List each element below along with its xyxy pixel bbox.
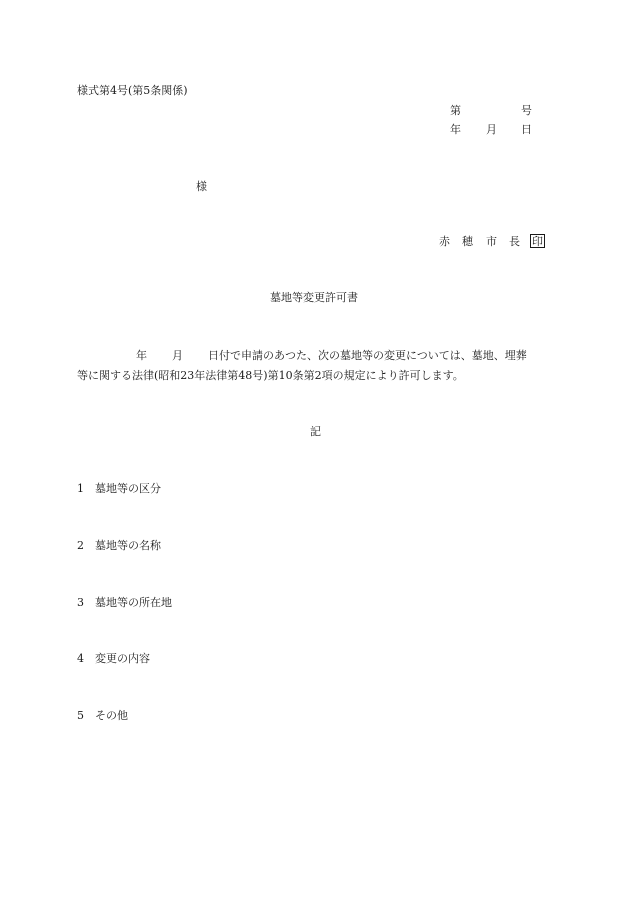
seal-stamp [528,234,545,248]
list-item [77,597,172,608]
body-year: 年 [136,349,147,362]
item-label: 墓地等の区分 [95,482,161,495]
date-year: 年 [450,123,461,136]
list-item [77,710,128,721]
item-label: その他 [95,709,128,722]
item-number: 2 [77,539,84,552]
item-number: 5 [77,709,84,722]
date-month: 月 [486,123,497,136]
date-day: 日 [521,123,532,136]
seal-label: 印 [532,235,543,248]
body-line1-rest: 日付で申請のあつた、次の墓地等の変更については、墓地、埋葬 [208,349,527,362]
body-month: 月 [172,349,183,362]
item-label: 墓地等の所在地 [95,596,172,609]
document-title: 墓地等変更許可書 [270,291,358,304]
issuer-char-3: 市 [486,235,497,248]
form-number: 様式第4号(第5条関係) [77,84,188,97]
list-item [77,483,161,494]
issuer-char-4: 長 [509,235,520,248]
ki-heading: 記 [310,425,321,438]
item-number: 4 [77,652,84,665]
ref-dai: 第 [450,104,461,117]
addressee-sama: 様 [196,180,207,193]
ref-go: 号 [521,104,532,117]
item-label: 墓地等の名称 [95,539,161,552]
item-number: 1 [77,482,84,495]
item-number: 3 [77,596,84,609]
item-label: 変更の内容 [95,652,150,665]
issuer-char-2: 穂 [462,235,473,248]
body-line2: 等に関する法律(昭和23年法律第48号)第10条第2項の規定により許可します。 [77,369,464,382]
issuer-char-1: 赤 [439,235,450,248]
list-item [77,653,150,664]
list-item [77,540,161,551]
